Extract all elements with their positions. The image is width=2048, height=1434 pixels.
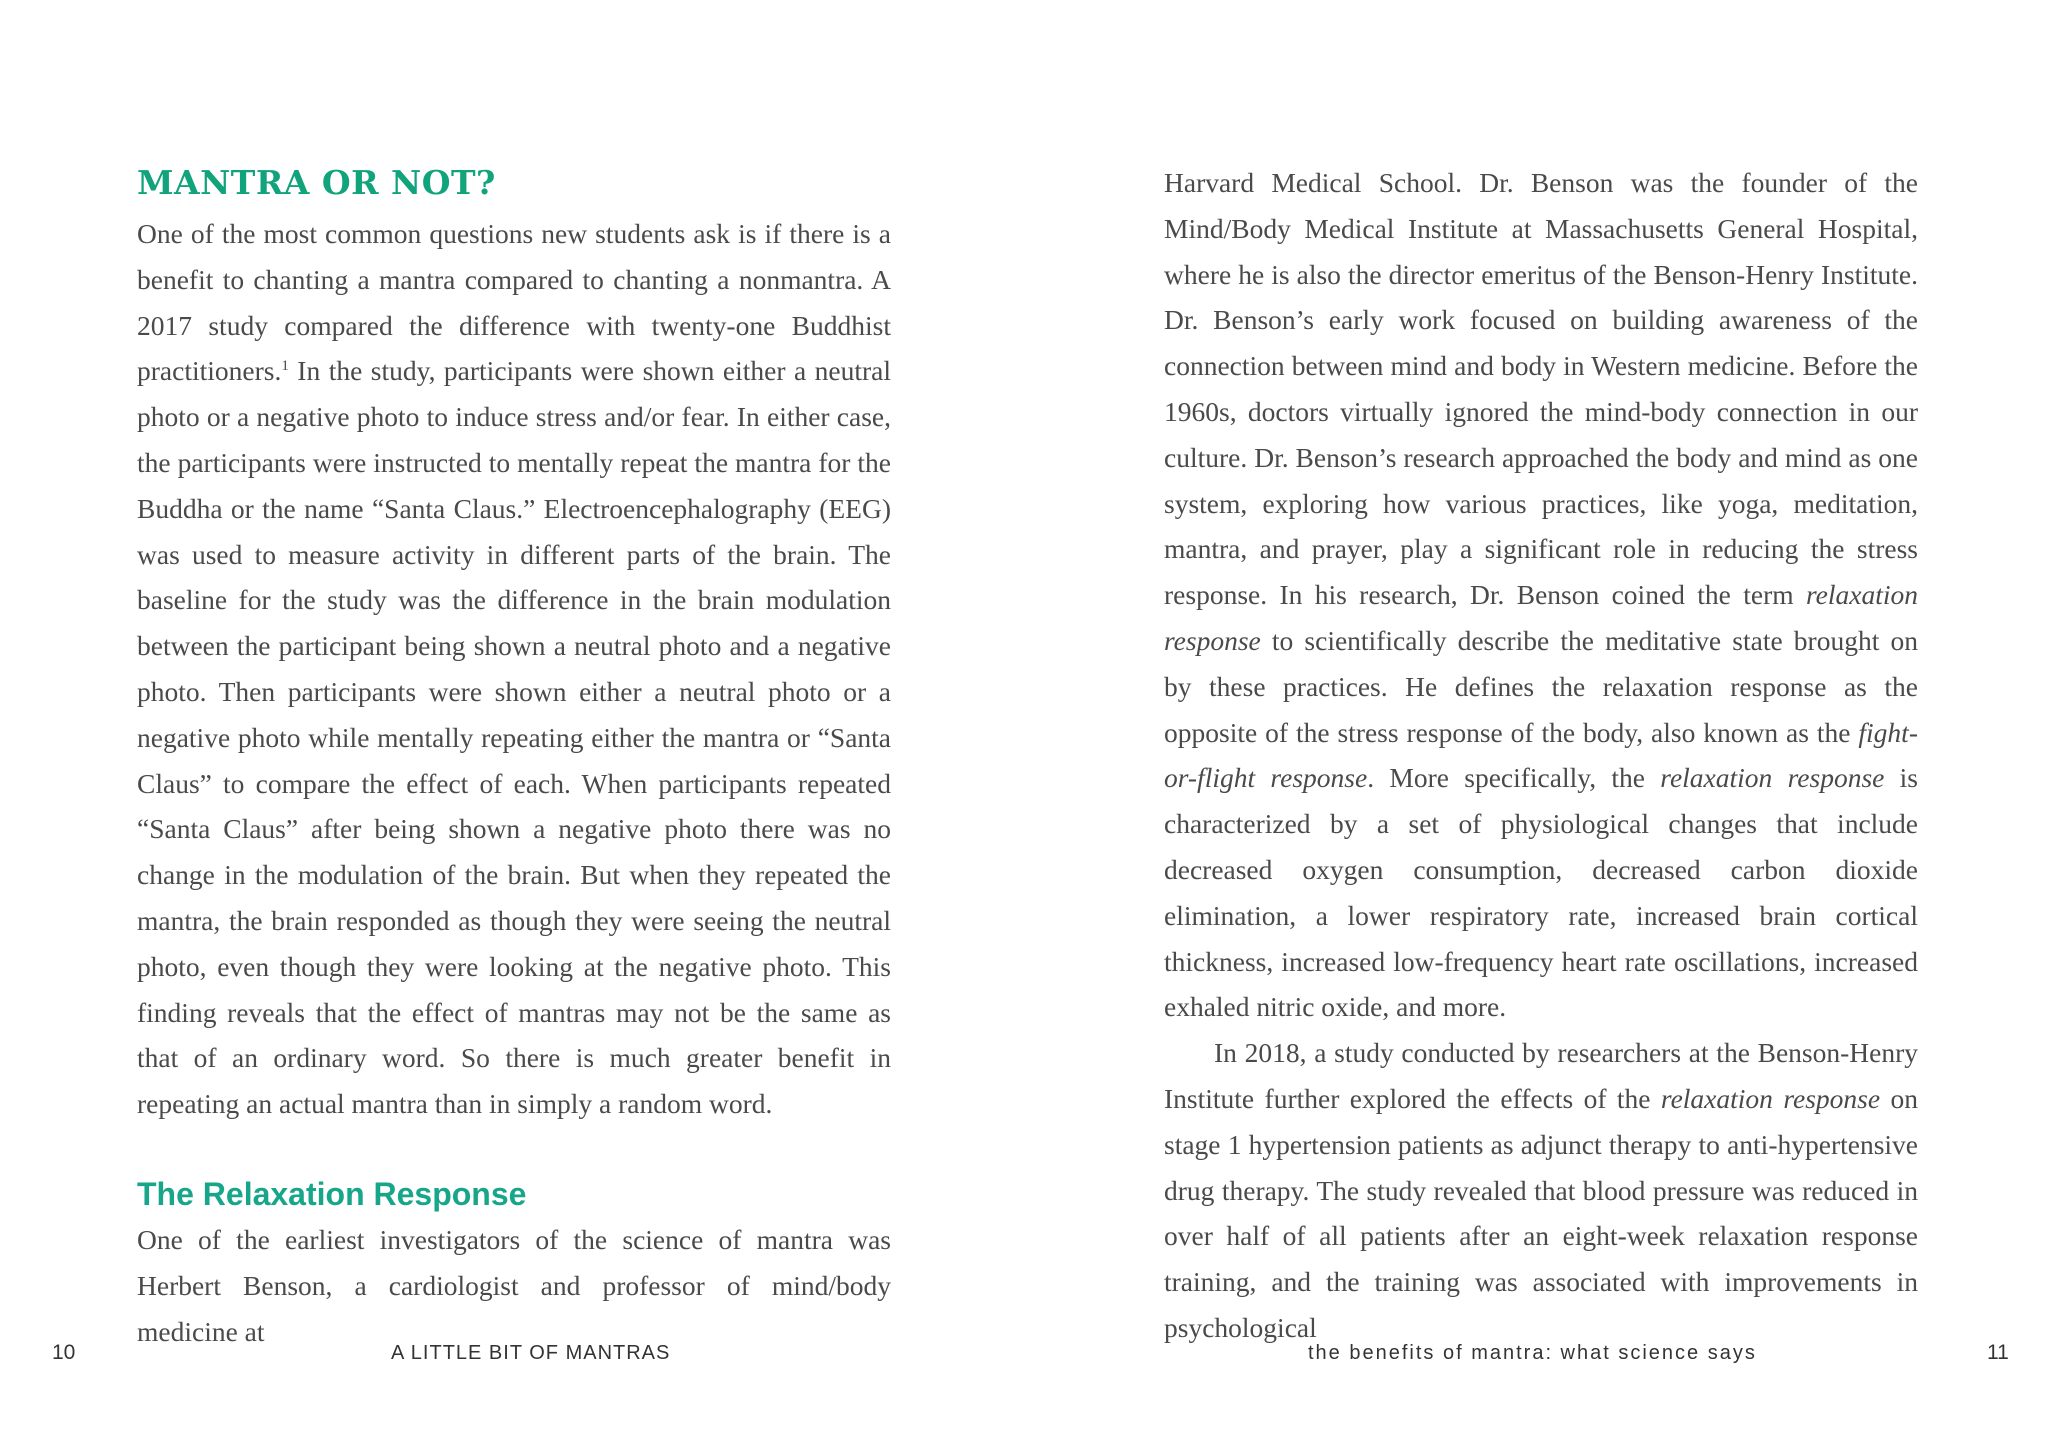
paragraph-text: Harvard Medical School. Dr. Benson was the founder of the Mind/Body Medical Institute at Massachusetts General Hospital, where he is also the director emeritus of the Benson-Henry Institute. Dr. Benson’s early work focused on building awareness of the connection between mind and body in Western medicine. Before the 1960s, doctors virtually ignored the mind-body connection in our culture. Dr. Benson’s research approached the body and mind as one system, exploring how various practices, like yoga, meditation, mantra, and prayer, play a significant role in reducing the stress response. In his research, Dr. Benson coined the term (1164, 167, 1918, 611)
paragraph-text: One of the most common questions new students ask is if there is a benefit to chanting a mantra compared to chanting a nonmantra. A 2017 study compared the difference with twenty-one Buddhist practitioners. (137, 218, 891, 387)
left-text-column (137, 160, 891, 1354)
subsection-heading: The Relaxation Response (137, 1175, 527, 1212)
paragraph-text: is characterized by a set of physiological changes that include decreased oxygen consumption, decreased carbon dioxide elimination, a lower respiratory rate, increased brain cortical thickness, increased low-frequency heart rate oscillations, increased exhaled nitric oxide, and more. (1164, 762, 1919, 1023)
paragraph (137, 211, 891, 1127)
paragraph (1164, 1030, 1918, 1351)
italic-term: relaxation response (1660, 762, 1885, 794)
paragraph-text: In 2018, a study conducted by researchers at the Benson-Henry Institute further explored the effects of the (1164, 1037, 1918, 1114)
paragraph: One of the earliest investigators of the science of mantra was Herbert Benson, a cardiologist and professor of mind/body medicine at (137, 1223, 891, 1347)
paragraph-text: to scientifically describe the meditative state brought on by these practices. He defines the relaxation response as the opposite of the stress response of the body, also known as the (1164, 624, 1918, 748)
paragraph-text: on stage 1 hypertension patients as adjunct therapy to anti-hypertensive drug therapy. The study revealed that blood pressure was reduced in over half of all patients after an eight-week relaxation response training, and the training was associated with improvements in psychological (1164, 1082, 1918, 1343)
paragraph-text: In the study, participants were shown either a neutral photo or a negative photo to induce stress and/or fear. In either case, the participants were instructed to mentally repeat the mantra for the Buddha or the name “Santa Claus.” Electroencephalography (EEG) was used to measure activity in different parts of the brain. The baseline for the study was the difference in the brain modulation between the participant being shown a neutral photo and a negative photo. Then participants were shown either a neutral photo or a negative photo while mentally repeating either the mantra or “Santa Claus” to compare the effect of each. When participants repeated “Santa Claus” after being shown a negative photo there was no change in the modulation of the brain. But when they repeated the mantra, the brain responded as though they were seeing the neutral photo, even though they were looking at the negative photo. This finding reveals that the effect of mantras may not be the same as that of an ordinary word. So there is much greater benefit in repeating an actual mantra than in simply a random word. (137, 355, 891, 1120)
italic-term: relaxation response (1164, 579, 1918, 656)
right-page (1024, 0, 2048, 1434)
paragraph-text: . More specifically, the (1367, 762, 1661, 794)
footnote-marker: 1 (281, 358, 289, 375)
page-number: 10 (52, 1341, 76, 1364)
section-heading: MANTRA OR NOT? (137, 163, 496, 202)
right-text-column (1164, 160, 1918, 1351)
running-head: the benefits of mantra: what science says (1308, 1342, 1757, 1364)
italic-term: fight-or-flight response (1164, 716, 1918, 794)
page-number: 11 (1987, 1341, 2009, 1364)
running-head: A LITTLE BIT OF MANTRAS (391, 1342, 671, 1364)
paragraph (1164, 160, 1918, 1030)
italic-term: relaxation response (1660, 1082, 1881, 1114)
